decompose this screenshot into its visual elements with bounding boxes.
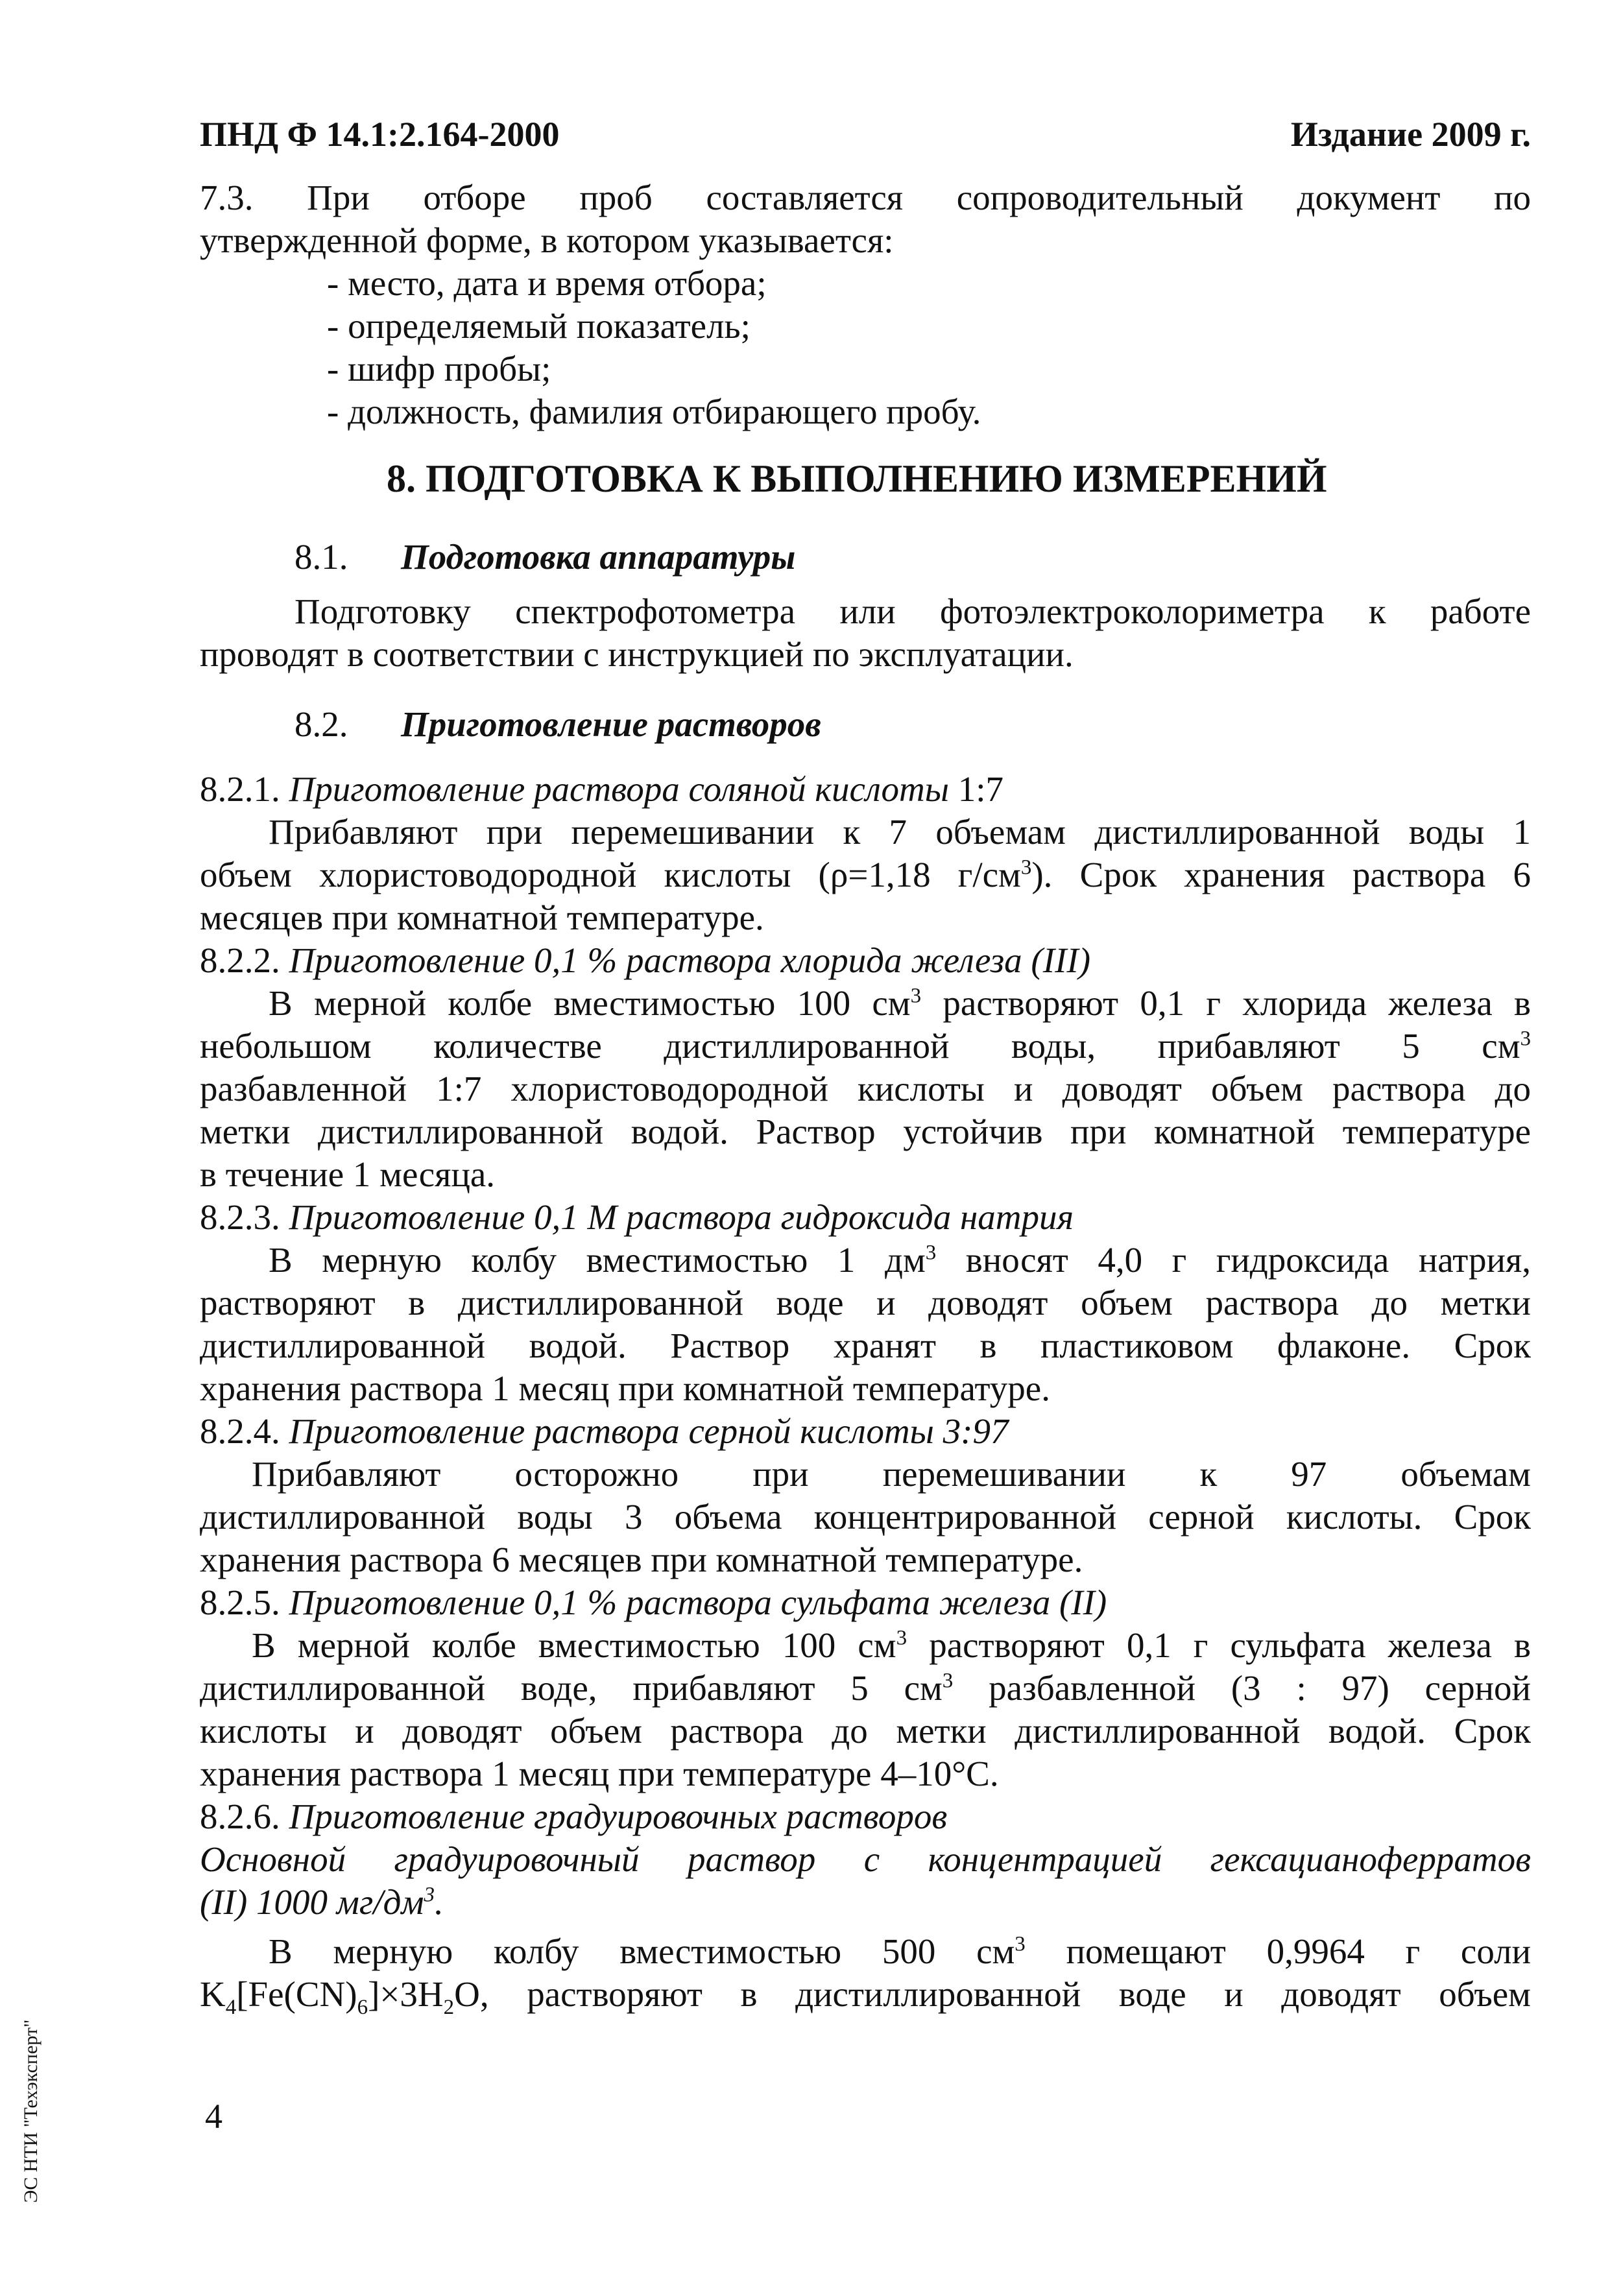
clause-number: 8.2.1. [200,769,280,809]
paragraph-line: дистиллированной воды 3 объема концентрированной серной кислоты. Срок [200,1497,1531,1537]
paragraph-line [200,1973,1531,2019]
clause-number: 8.2.5. [200,1583,280,1622]
clause-heading [200,939,1531,982]
paragraph-line: в течение 1 месяца. [200,1154,496,1194]
paragraph-line [200,1624,1531,1667]
paragraph-line: растворяют в дистиллированной воде и доводят объем раствора до метки [200,1283,1531,1322]
clause-heading [200,1410,1531,1453]
text-run: В мерной колбе вместимостью 100 см [269,983,911,1023]
clause-title: Приготовление раствора соляной кислоты [289,769,950,809]
text-run: разбавленной (3 : 97) серной [953,1668,1531,1708]
subsection-heading [200,703,1531,746]
list-item: - должность, фамилия отбирающего пробу. [327,392,981,431]
paragraph-line: Прибавляют осторожно при перемешивании к 97 объемам [252,1454,1531,1494]
paragraph-line [200,854,1531,896]
clause-number: 8.2.2. [200,940,280,980]
sections-8-2-x [200,768,1532,2019]
paragraph-line: хранения раствора 1 месяц при комнатной температуре. [200,1369,1050,1408]
clause-number: 8.2.4. [200,1411,280,1451]
text-run: вносят 4,0 г гидроксида натрия, [936,1240,1531,1280]
subscript: 4 [225,1996,237,2019]
subsection-number: 8.1. [294,537,348,577]
text-run: помещают 0,9964 г соли [1025,1931,1531,1971]
section-8-2 [200,703,1531,746]
clause-heading [200,1581,1531,1624]
text-run: объем хлористоводородной кислоты (ρ=1,18 г/см [200,855,1021,894]
superscript: 3 [910,984,922,1008]
paragraph-line [200,1667,1531,1710]
paragraph-line: проводят в соответствии с инструкцией по эксплуатации. [200,634,1074,674]
list-item: - шифр пробы; [327,349,551,389]
clause-title: Приготовление градуировочных растворов [289,1797,948,1836]
watermark-vertical [12,1988,51,2234]
superscript: 3 [942,1669,954,1693]
paragraph-line [200,1025,1531,1068]
text-run: растворяют 0,1 г хлорида железа в [921,983,1532,1023]
subsection-title: Приготовление растворов [401,704,821,744]
paragraph-line: дистиллированной водой. Раствор хранят в пластиковом флаконе. Срок [200,1326,1531,1365]
paragraph-line: месяцев при комнатной температуре. [200,898,764,937]
text-run: небольшом количестве дистиллированной воды, прибавляют 5 см [200,1026,1520,1066]
paragraph-line [200,1930,1531,1973]
paragraph-line: хранения раствора 1 месяц при температуре 4–10°С. [200,1754,999,1793]
clause-title: Приготовление раствора серной кислоты 3:97 [289,1411,1009,1451]
text-run: ]×3H [368,1974,444,2014]
text-run: [Fe(CN) [236,1974,357,2014]
subsection-number: 8.2. [294,704,348,744]
paragraph-line: метки дистиллированной водой. Раствор устойчив при комнатной температуре [200,1112,1531,1151]
superscript: 3 [424,1883,435,1907]
text-run: растворяют 0,1 г сульфата железа в [907,1625,1532,1665]
text-run: O, растворяют в дистиллированной воде и доводят объем [454,1974,1531,2014]
superscript: 3 [1520,1027,1531,1051]
subsection-heading [200,536,1531,579]
section-7-3 [200,176,1531,433]
subscript: 6 [357,1996,368,2019]
paragraph-line: Основной градуировочный раствор с концентрацией гексацианоферратов [200,1839,1531,1879]
superscript: 3 [896,1626,907,1650]
paragraph-line [200,1239,1531,1282]
paragraph-line: 7.3. При отборе проб составляется сопроводительный документ по [200,178,1531,217]
list-item: - определяемый показатель; [327,306,751,346]
clause-title: Приготовление 0,1 % раствора хлорида железа (III) [289,940,1091,980]
clause-number: 8.2.6. [200,1797,280,1836]
paragraph-line: разбавленной 1:7 хлористоводородной кислоты и доводят объем раствора до [200,1069,1531,1108]
paragraph-line: хранения раствора 6 месяцев при комнатной температуре. [200,1540,1083,1579]
paragraph-line: Прибавляют при перемешивании к 7 объемам дистиллированной воды 1 [269,812,1531,852]
list-item: - место, дата и время отбора; [327,263,767,303]
clause-title: Приготовление 0,1 М раствора гидроксида натрия [289,1197,1074,1237]
document-code: ПНД Ф 14.1:2.164-2000 [200,115,560,154]
superscript: 3 [925,1241,937,1265]
text-run: ). Срок хранения раствора 6 [1031,855,1531,894]
paragraph-line [200,1881,1531,1924]
clause-heading [200,1795,1531,1838]
paragraph-line [200,982,1531,1025]
clause-number: 8.2.3. [200,1197,280,1237]
superscript: 3 [1015,1932,1026,1956]
page-number: 4 [205,2097,222,2136]
paragraph-line: кислоты и доводят объем раствора до метки дистиллированной водой. Срок [200,1711,1531,1751]
text-run: (II) 1000 мг/дм [200,1882,424,1922]
text-run: В мерную колбу вместимостью 500 см [269,1931,1015,1971]
subsection-title: Подготовка аппаратуры [401,537,796,577]
paragraph-line: Подготовку спектрофотометра или фотоэлектроколориметра к работе [294,592,1531,631]
text-run: K [200,1974,226,2014]
clause-title: Приготовление 0,1 % раствора сульфата железа (II) [289,1583,1107,1622]
paragraph-line: утвержденной форме, в котором указывается: [200,221,894,260]
watermark-text: ЭС НТИ "Техэксперт" [20,2019,42,2203]
text-run: дистиллированной воде, прибавляют 5 см [200,1668,943,1708]
edition-year: Издание 2009 г. [1290,115,1531,154]
text-run: В мерную колбу вместимостью 1 дм [269,1240,926,1280]
text-run: . [435,1882,444,1922]
text-run: В мерной колбе вместимостью 100 см [252,1625,896,1665]
section-8-heading: 8. ПОДГОТОВКА К ВЫПОЛНЕНИЮ ИЗМЕРЕНИЙ [387,457,1327,500]
clause-heading [200,768,1531,811]
clause-heading [200,1196,1531,1239]
subscript: 2 [443,1996,455,2019]
section-8-1 [200,536,1531,676]
clause-title-tail: 1:7 [949,769,1004,809]
superscript: 3 [1020,855,1032,879]
